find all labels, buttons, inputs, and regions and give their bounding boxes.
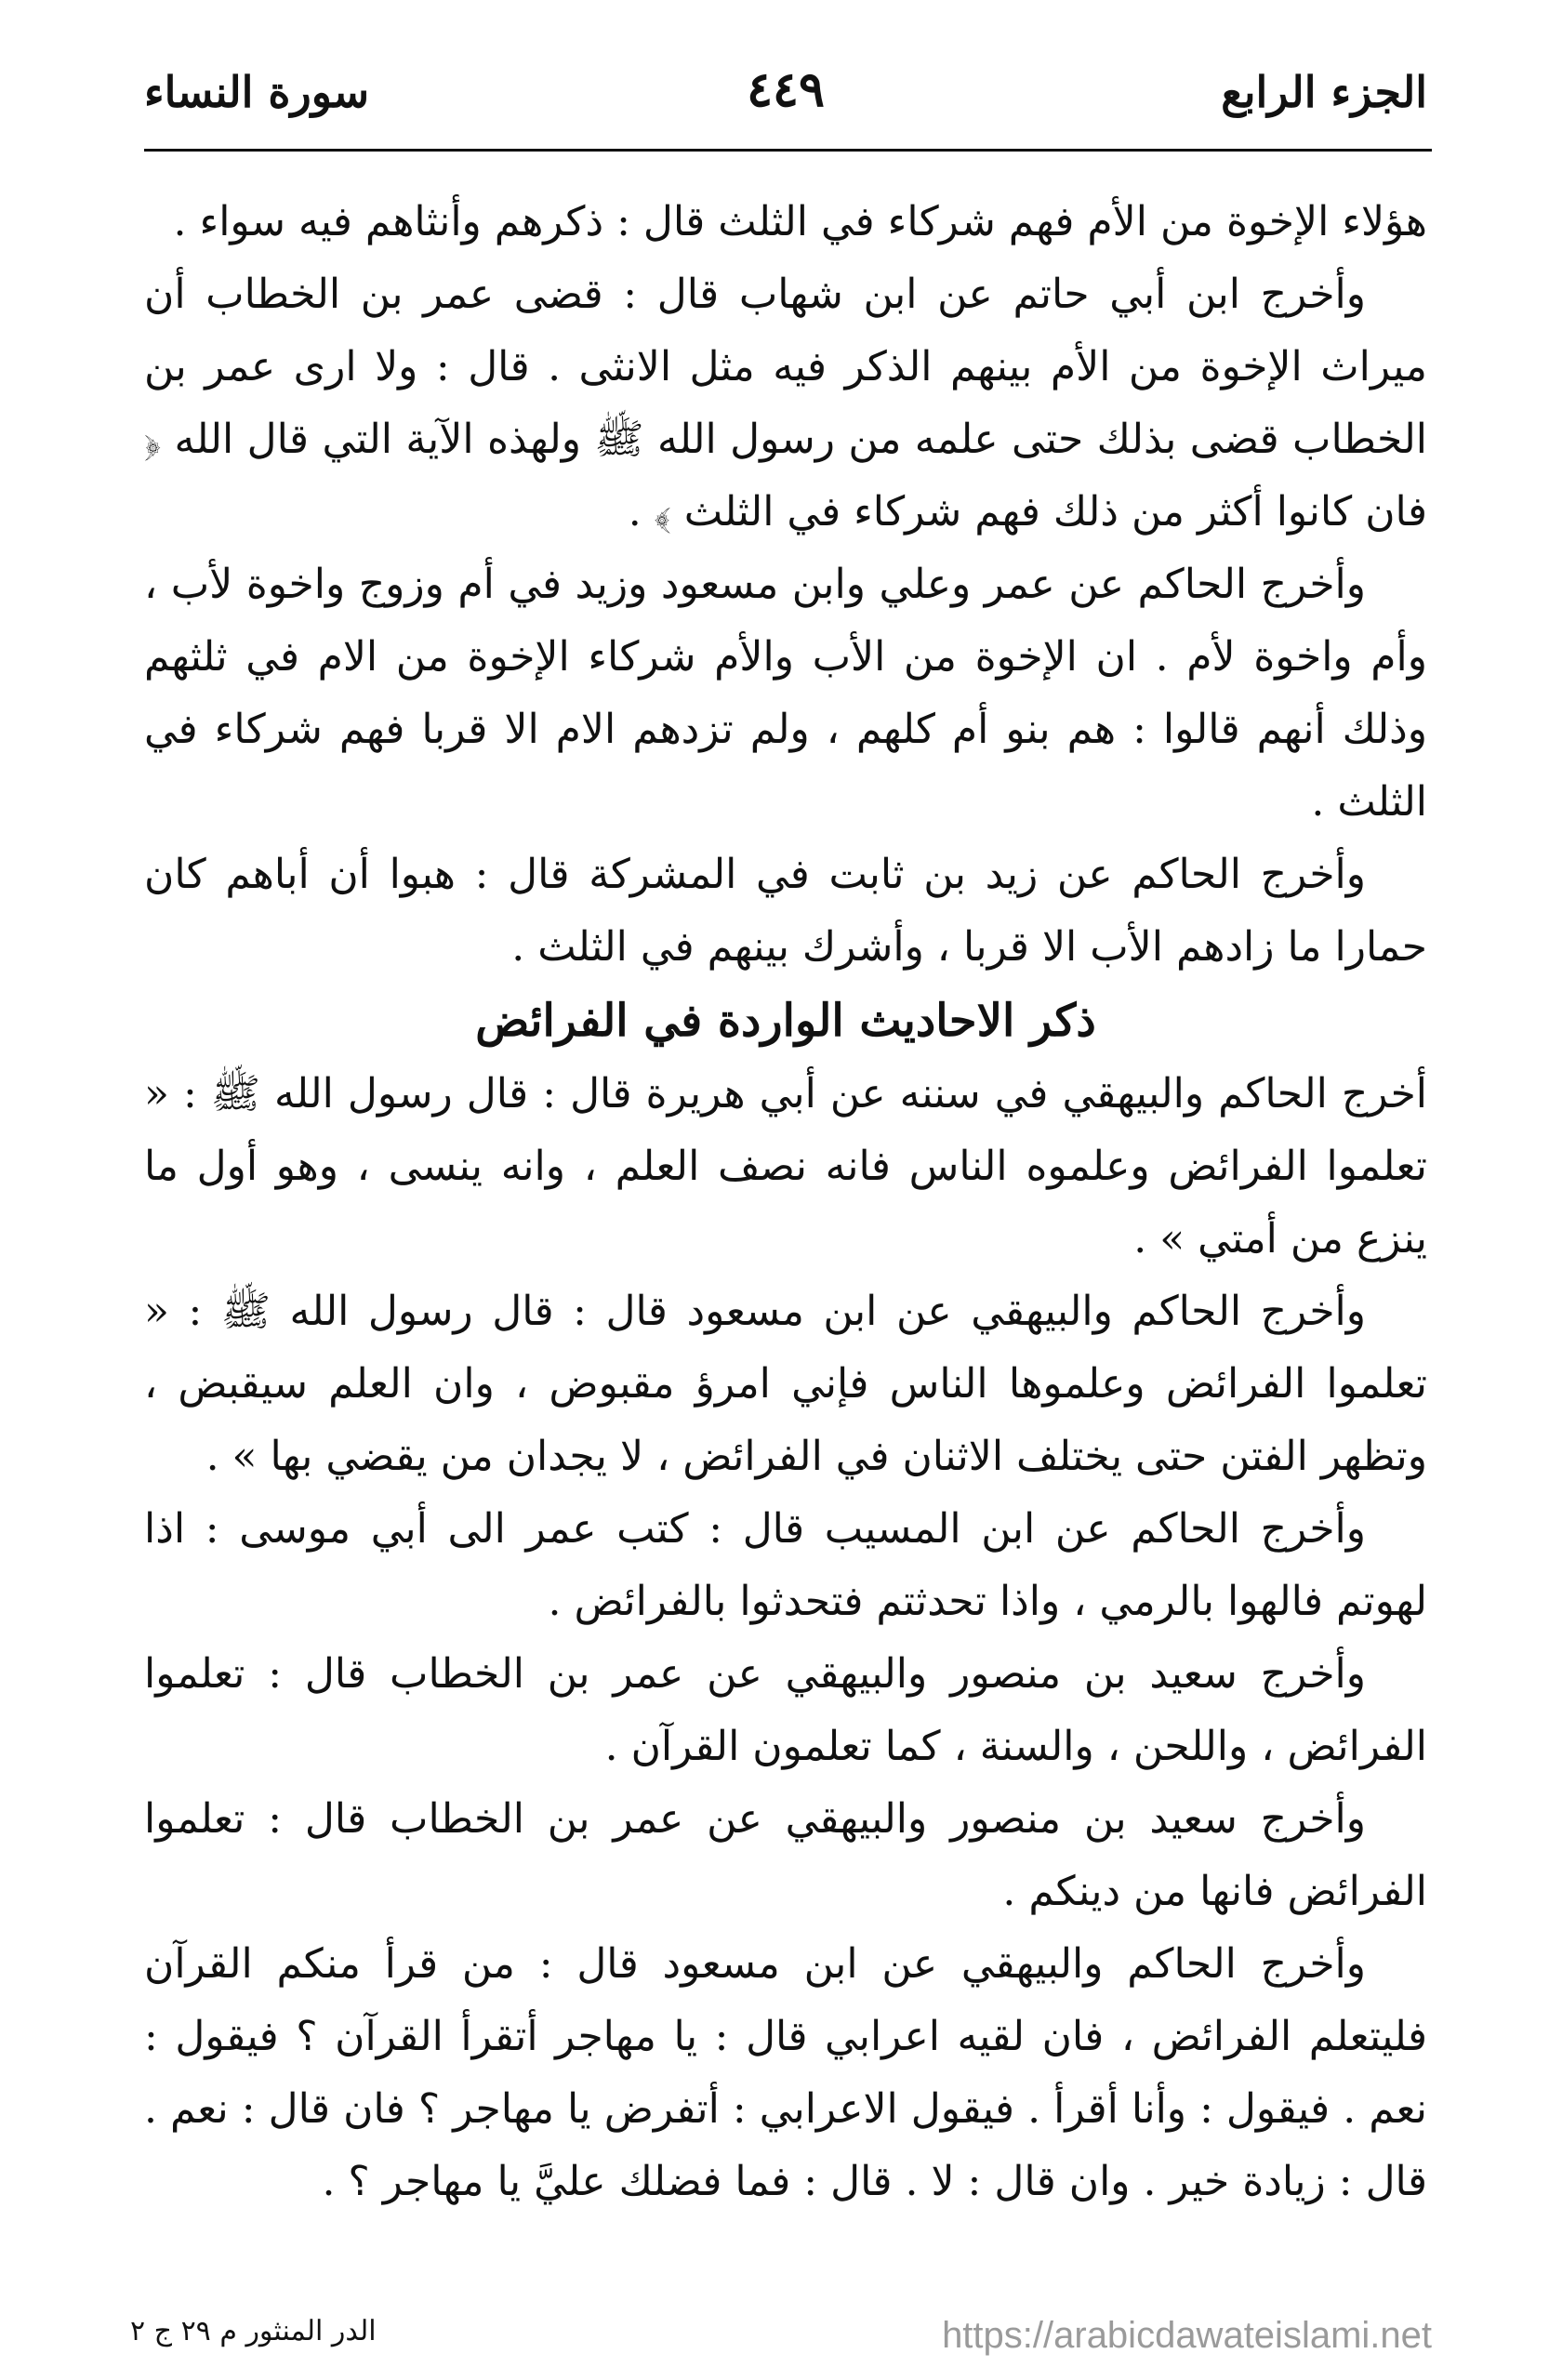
footer-reference: الدر المنثور م ٢٩ ج ٢: [130, 2315, 377, 2347]
surah-title: سورة النساء: [144, 67, 369, 117]
part-title: الجزء الرابع: [1221, 67, 1427, 117]
header-divider: [144, 149, 1432, 152]
watermark-url: https://arabicdawateislami.net: [942, 2315, 1432, 2356]
section-heading: ذكر الاحاديث الواردة في الفرائض: [475, 995, 1096, 1047]
page-footer: [130, 2315, 1432, 2361]
page-header: [144, 58, 1427, 132]
page-number: ٤٤٩: [747, 61, 825, 118]
paragraph: وأخرج الحاكم عن زيد بن ثابت في المشركة قال : هبوا أن أباهم كان حمارا ما زادهم الأب الا قربا ، وأشرك بينهم في الثلث .: [144, 851, 1427, 971]
paragraph: وأخرج الحاكم عن ابن المسيب قال : كتب عمر الى أبي موسى : اذا لهوتم فالهوا بالرمي ، واذا تحدثتم فتحدثوا بالفرائض .: [144, 1505, 1427, 1625]
page-body: [144, 186, 1427, 2218]
paragraph: هؤلاء الإخوة من الأم فهم شركاء في الثلث قال : ذكرهم وأنثاهم فيه سواء .: [173, 198, 1427, 245]
paragraph: وأخرج سعيد بن منصور والبيهقي عن عمر بن الخطاب قال : تعلموا الفرائض فانها من دينكم .: [144, 1795, 1427, 1915]
paragraph: وأخرج الحاكم والبيهقي عن ابن مسعود قال : من قرأ منكم القرآن فليتعلم الفرائض ، فان لقيه اعرابي قال : يا مهاجر أتقرأ القرآن ؟ فيقول : نعم . فيقول : وأنا أقرأ . فيقول الاعرابي : أتفرض يا مهاجر ؟ فان قال : نعم . قال : زيادة خير . وان قال : لا . قال : فما فضلك عليَّ يا مهاجر ؟ .: [144, 1940, 1427, 2205]
paragraph: وأخرج الحاكم عن عمر وعلي وابن مسعود وزيد في أم وزوج واخوة لأب ، وأم واخوة لأم . ان الإخوة من الأب والأم شركاء الإخوة من الام في ثلثهم وذلك أنهم قالوا : هم بنو أم كلهم ، ولم تزدهم الام الا قربا فهم شركاء في الثلث .: [144, 561, 1427, 826]
paragraph: وأخرج سعيد بن منصور والبيهقي عن عمر بن الخطاب قال : تعلموا الفرائض ، واللحن ، والسنة ، كما تعلمون القرآن .: [144, 1650, 1427, 1770]
paragraph: وأخرج الحاكم والبيهقي عن ابن مسعود قال : قال رسول الله ﷺ : « تعلموا الفرائض وعلموها الناس فإني امرؤ مقبوض ، وان العلم سيقبض ، وتظهر الفتن حتى يختلف الاثنان في الفرائض ، لا يجدان من يقضي بها » .: [144, 1288, 1427, 1480]
paragraph: أخرج الحاكم والبيهقي في سننه عن أبي هريرة قال : قال رسول الله ﷺ : « تعلموا الفرائض وعلموه الناس فانه نصف العلم ، وانه ينسى ، وهو أول ما ينزع من أمتي » .: [144, 1070, 1427, 1263]
paragraph: وأخرج ابن أبي حاتم عن ابن شهاب قال : قضى عمر بن الخطاب أن ميراث الإخوة من الأم بينهم الذكر فيه مثل الانثى . قال : ولا ارى عمر بن الخطاب قضى بذلك حتى علمه من رسول الله ﷺ ولهذه الآية التي قال الله ﴿ فان كانوا أكثر من ذلك فهم شركاء في الثلث ﴾ .: [144, 271, 1427, 536]
